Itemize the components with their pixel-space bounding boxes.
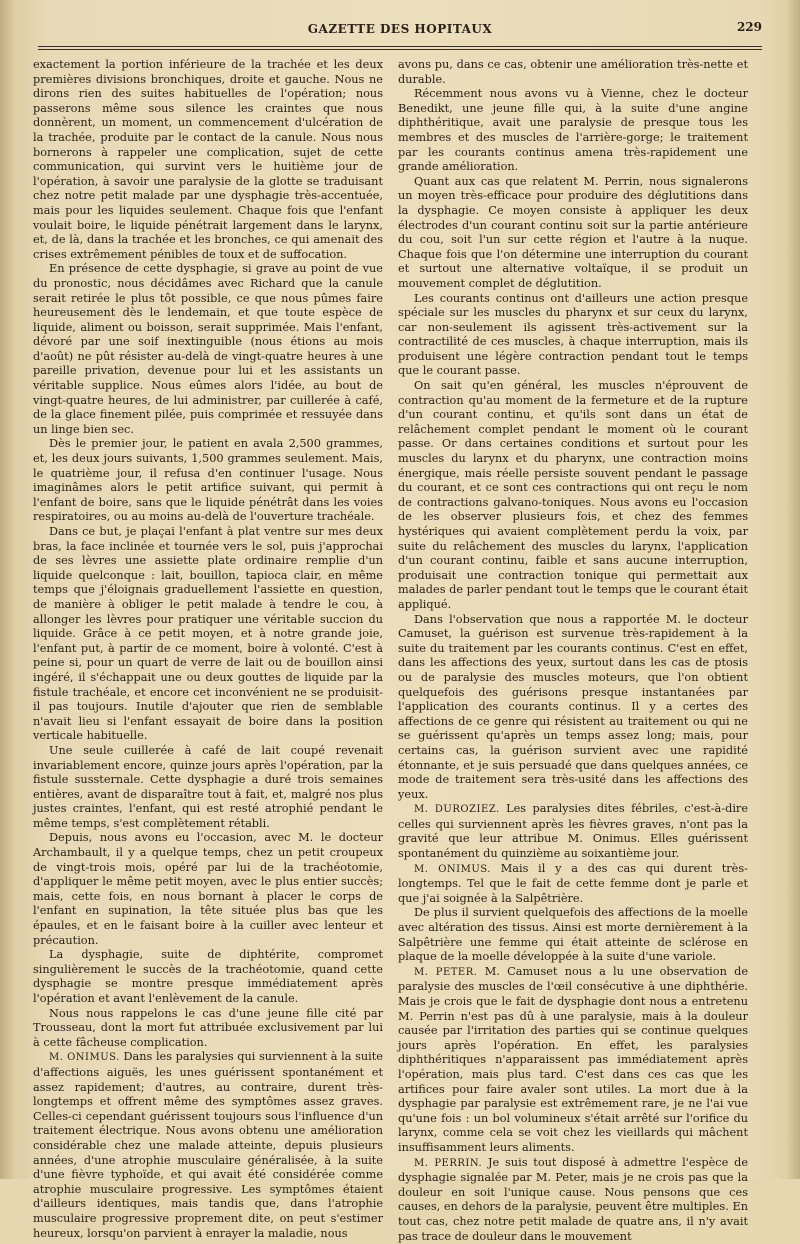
paragraph [33,1050,383,1241]
speaker-name: M. PETER. [414,966,478,978]
page-edge-shadow-right [786,0,800,1179]
paragraph [398,613,748,803]
header-rule-top [38,46,762,47]
speaker-name: M. ONIMUS. [414,863,491,875]
paragraph [398,862,748,907]
paragraph [398,1156,748,1244]
paragraph [33,831,383,948]
paragraph [33,437,383,525]
paragraph-text: Je suis tout disposé à admettre l'espèce de dysphagie signalée par M. Peter, mais je ne crois pas que la douleur en soit l'unique cause. Nous pensons que ces causes, en dehors de la paralysie, peuvent être multiples. En tout cas, chez notre petit malade de quatre ans, il n'y avait pas trace de douleur dans le mouvement [398,1155,749,1243]
paragraph [398,802,748,861]
paragraph [398,175,748,292]
paragraph-text: Depuis, nous avons eu l'occasion, avec M. le docteur Archambault, il y a quelque temps, chez un petit croupeux de vingt-trois mois, opéré par lui de la trachéotomie, d'appliquer le même petit moyen, avec le plus entier succès; mais, cette fois, en nous bornant à placer le corps de l'enfant en supination, la tête située plus bas que les épaules, et en le faisant boire à la cuiller avec lenteur et précaution. [33,831,383,947]
speaker-name: M. DUROZIEZ. [414,804,500,816]
page-number: 229 [736,20,762,34]
paragraph [33,948,383,1006]
paragraph [398,292,748,380]
right-column [398,58,748,1244]
paragraph [398,87,748,175]
paragraph [398,906,748,964]
paragraph-text: Nous nous rappelons le cas d'une jeune fille cité par Trousseau, dont la mort fut attribuée exclusivement par lui à cette fâcheuse complication. [33,1006,383,1049]
paragraph [33,58,383,262]
paragraph [33,744,383,832]
paragraph-text: Dans ce but, je plaçai l'enfant à plat ventre sur mes deux bras, la face inclinée et tournée vers le sol, puis j'approchai de ses lèvres une assiette plate ordinaire remplie d'un liquide quelconque : lait, bouillon, tapioca clair, en même temps que j'éloignais graduellement l'assiette en question, de manière à obliger le petit malade à tendre le cou, à allonger les lèvres pour pratiquer une véritable succion du liquide. Grâce à ce petit moyen, et à notre grande joie, l'enfant put, à partir de ce moment, boire à volonté. C'est à peine si, pour un quart de verre de lait ou de bouillon ainsi ingéré, il s'échappait une ou deux gouttes de liquide par la fistule trachéale, et encore cet inconvénient ne se produisit-il pas toujours. Inutile d'ajouter que rien de semblable n'avait lieu si l'enfant essayait de boire dans la position verticale habituelle. [33,525,383,743]
paragraph [33,1007,383,1051]
paragraph [398,58,748,87]
paragraph [33,525,383,744]
paragraph-text: avons pu, dans ce cas, obtenir une amélioration très-nette et durable. [398,58,748,86]
page-edge-shadow-left [0,0,14,1179]
paragraph [33,262,383,437]
paragraph-text: Une seule cuillerée à café de lait coupé revenait invariablement encore, quinze jours après l'opération, par la fistule sussternale. Cette dysphagie a duré trois semaines entières, avant de disparaître tout à fait, et, malgré nos plus justes craintes, l'enfant, qui est resté atrophié pendant le même temps, s'est complètement rétabli. [33,743,383,830]
paragraph-text: Quant aux cas que relatent M. Perrin, nous signalerons un moyen très-efficace pour produire des déglutitions dans la dysphagie. Ce moyen consiste à appliquer les deux électrodes d'un courant continu soit sur la partie antérieure du cou, soit l'un sur cette région et l'autre à la nuque. Chaque fois que l'on détermine une interruption du courant et surtout une alternative voltaïque, il se produit un mouvement complet de déglutition. [398,174,748,290]
paragraph-text: La dysphagie, suite de diphtérite, compromet singulièrement le succès de la trachéotomie, quand cette dysphagie se montre presque immédiatement après l'opération et avant l'enlèvement de la canule. [33,948,383,1005]
paragraph [398,965,748,1156]
speaker-name: M. ONIMUS. [49,1052,120,1064]
left-column [33,58,383,1241]
paragraph-text: Dans l'observation que nous a rapportée M. le docteur Camuset, la guérison est survenue très-rapidement à la suite du traitement par les courants continus. C'est en effet, dans les affections des yeux, surtout dans les cas de ptosis ou de paralysie des muscles moteurs, que l'on obtient quelquefois des guérisons presque instantanées par l'application des courants continus. Il y a certes des affections de ce genre qui résistent au traitement ou qui ne se guérissent qu'après un temps assez long; mais, pour certains cas, la guérison survient avec une rapidité étonnante, et je suis persuadé que dans quelques années, ce mode de traitement sera très-usité dans les affections des yeux. [398,612,748,801]
paragraph-text: De plus il survient quelquefois des affections de la moelle avec altération des tissus. Ainsi est morte dernièrement à la Salpêtrière une femme qui était atteinte de sclérose en plaque de la moelle développée à la suite d'une variole. [398,906,748,964]
page-header [30,16,770,56]
speaker-name: M. PERRIN. [414,1157,483,1169]
paragraph-text: Récemment nous avons vu à Vienne, chez le docteur Benedikt, une jeune fille qui, à la suite d'une angine diphthéritique, avait une paralysie de presque tous les membres et des muscles de l'arrière-gorge; le traitement par les courants continus amena très-rapidement une grande amélioration. [398,87,748,174]
paragraph-text: Les paralysies dites fébriles, c'est-à-dire celles qui surviennent après les fièvres graves, n'ont pas la gravité que leur attribue M. Onimus. Elles guérissent spontanément du quinzième au soixantième jour. [398,802,749,861]
header-rule-bottom [38,49,762,50]
paragraph [398,379,748,613]
paragraph-text: En présence de cette dysphagie, si grave au point de vue du pronostic, nous décidâmes avec Richard que la canule serait retirée le plus tôt possible, ce que nous pûmes faire heureusement dès le lendemain, et que toute espèce de liquide, aliment ou boisson, serait supprimée. Mais l'enfant, dévoré par une soif inextinguible (nous étions au mois d'août) ne pût résister au-delà de vingt-quatre heures à une pareille privation, devenue pour lui et les assistants un véritable supplice. Nous eûmes alors l'idée, au bout de vingt-quatre heures, de lui administrer, par cuillerée à café, de la glace finement pilée, puis comprimée et ressuyée dans un linge bien sec. [33,262,383,436]
paragraph-text: Les courants continus ont d'ailleurs une action presque spéciale sur les muscles du pharynx et sur ceux du larynx, car non-seulement ils agissent très-activement sur la contractilité de ces muscles, à chaque interruption, mais ils produisent une légère contraction pendant tout le temps que le courant passe. [398,291,748,378]
paragraph-text: Mais il y a des cas qui durent très-longtemps. Tel que le fait de cette femme dont je parle et que j'ai soignée à la Salpêtrière. [398,861,748,905]
paragraph-text: M. Camuset nous a lu une observation de paralysie des muscles de l'œil consécutive à une diphthérie. Mais je crois que le fait de dysphagie dont nous a entretenu M. Perrin n'est pas dû à une paralysie, mais à la douleur causée par l'irritation des parties qui se continue quelques jours après l'opération. En effet, les paralysies diphthéritiques n'apparaissent pas immédiatement après l'opération, mais plus tard. C'est dans ces cas que les artifices pour faire avaler sont utiles. La mort due à la dysphagie par paralysie est extrêmement rare, je ne l'ai vue qu'une fois : un bol volumineux s'était arrêté sur l'orifice du larynx, comme cela se voit chez les vieillards qui mâchent insuffisamment leurs aliments. [398,964,749,1154]
paragraph-text: Dans les paralysies qui surviennent à la suite d'affections aiguës, les unes guérissent spontanément et assez rapidement; d'autres, au contraire, durent très-longtemps et offrent même des symptômes assez graves. Celles-ci cependant guérissent toujours sous l'influence d'un traitement électrique. Nous avons obtenu une amélioration considérable chez une malade atteinte, depuis plusieurs années, d'une atrophie musculaire généralisée, à la suite d'une fièvre typhoïde, et qui avait été considérée comme atrophie musculaire progressive. Les symptômes étaient d'ailleurs identiques, mais tandis que, dans l'atrophie musculaire progressive proprement dite, on peut s'estimer heureux, lorsqu'on parvient à enrayer la maladie, nous [33,1050,383,1240]
paragraph-text: On sait qu'en général, les muscles n'éprouvent de contraction qu'au moment de la fermeture et de la rupture d'un courant continu, et qu'ils sont dans un état de relâchement complet pendant le moment où le courant passe. Or dans certaines conditions et surtout pour les muscles du larynx et du pharynx, une contraction moins énergique, mais réelle persiste souvent pendant le passage du courant, et ce sont ces contractions qui ont reçu le nom de contractions galvano-toniques. Nous avons eu l'occasion de les observer plusieurs fois, et chez des femmes hystériques qui avaient complètement perdu la voix, par suite du relâchement des muscles du larynx, l'application d'un courant continu, faible et sans aucune interruption, produisait une contraction tonique qui permettait aux malades de parler pendant tout le temps que le courant était appliqué. [398,379,748,611]
running-title: GAZETTE DES HOPITAUX [307,22,493,36]
paragraph-text: Dès le premier jour, le patient en avala 2,500 grammes, et, les deux jours suivants, 1,500 grammes seulement. Mais, le quatrième jour, il refusa d'en continuer l'usage. Nous imaginâmes alors le petit artifice suivant, qui permit à l'enfant de boire, sans que le liquide pénétrât dans les voies respiratoires, ou au moins au-delà de l'ouverture trachéale. [33,437,383,524]
paragraph-text: exactement la portion inférieure de la trachée et les deux premières divisions bronchiques, droite et gauche. Nous ne dirons rien des suites habituelles de l'opération; nous passerons même sous silence les craintes que nous donnèrent, un moment, un commencement d'ulcération de la trachée, produite par le contact de la canule. Nous nous bornerons à rappeler une complication, sujet de cette communication, qui survint vers le huitième jour de l'opération, à savoir une paralysie de la glotte se traduisant chez notre petit malade par une dysphagie très-accentuée, mais pour les liquides seulement. Chaque fois que l'enfant voulait boire, le liquide pénétrait largement dans le larynx, et, de là, dans la trachée et les bronches, ce qui amenait des crises extrêmement pénibles de toux et de suffocation. [33,58,383,261]
